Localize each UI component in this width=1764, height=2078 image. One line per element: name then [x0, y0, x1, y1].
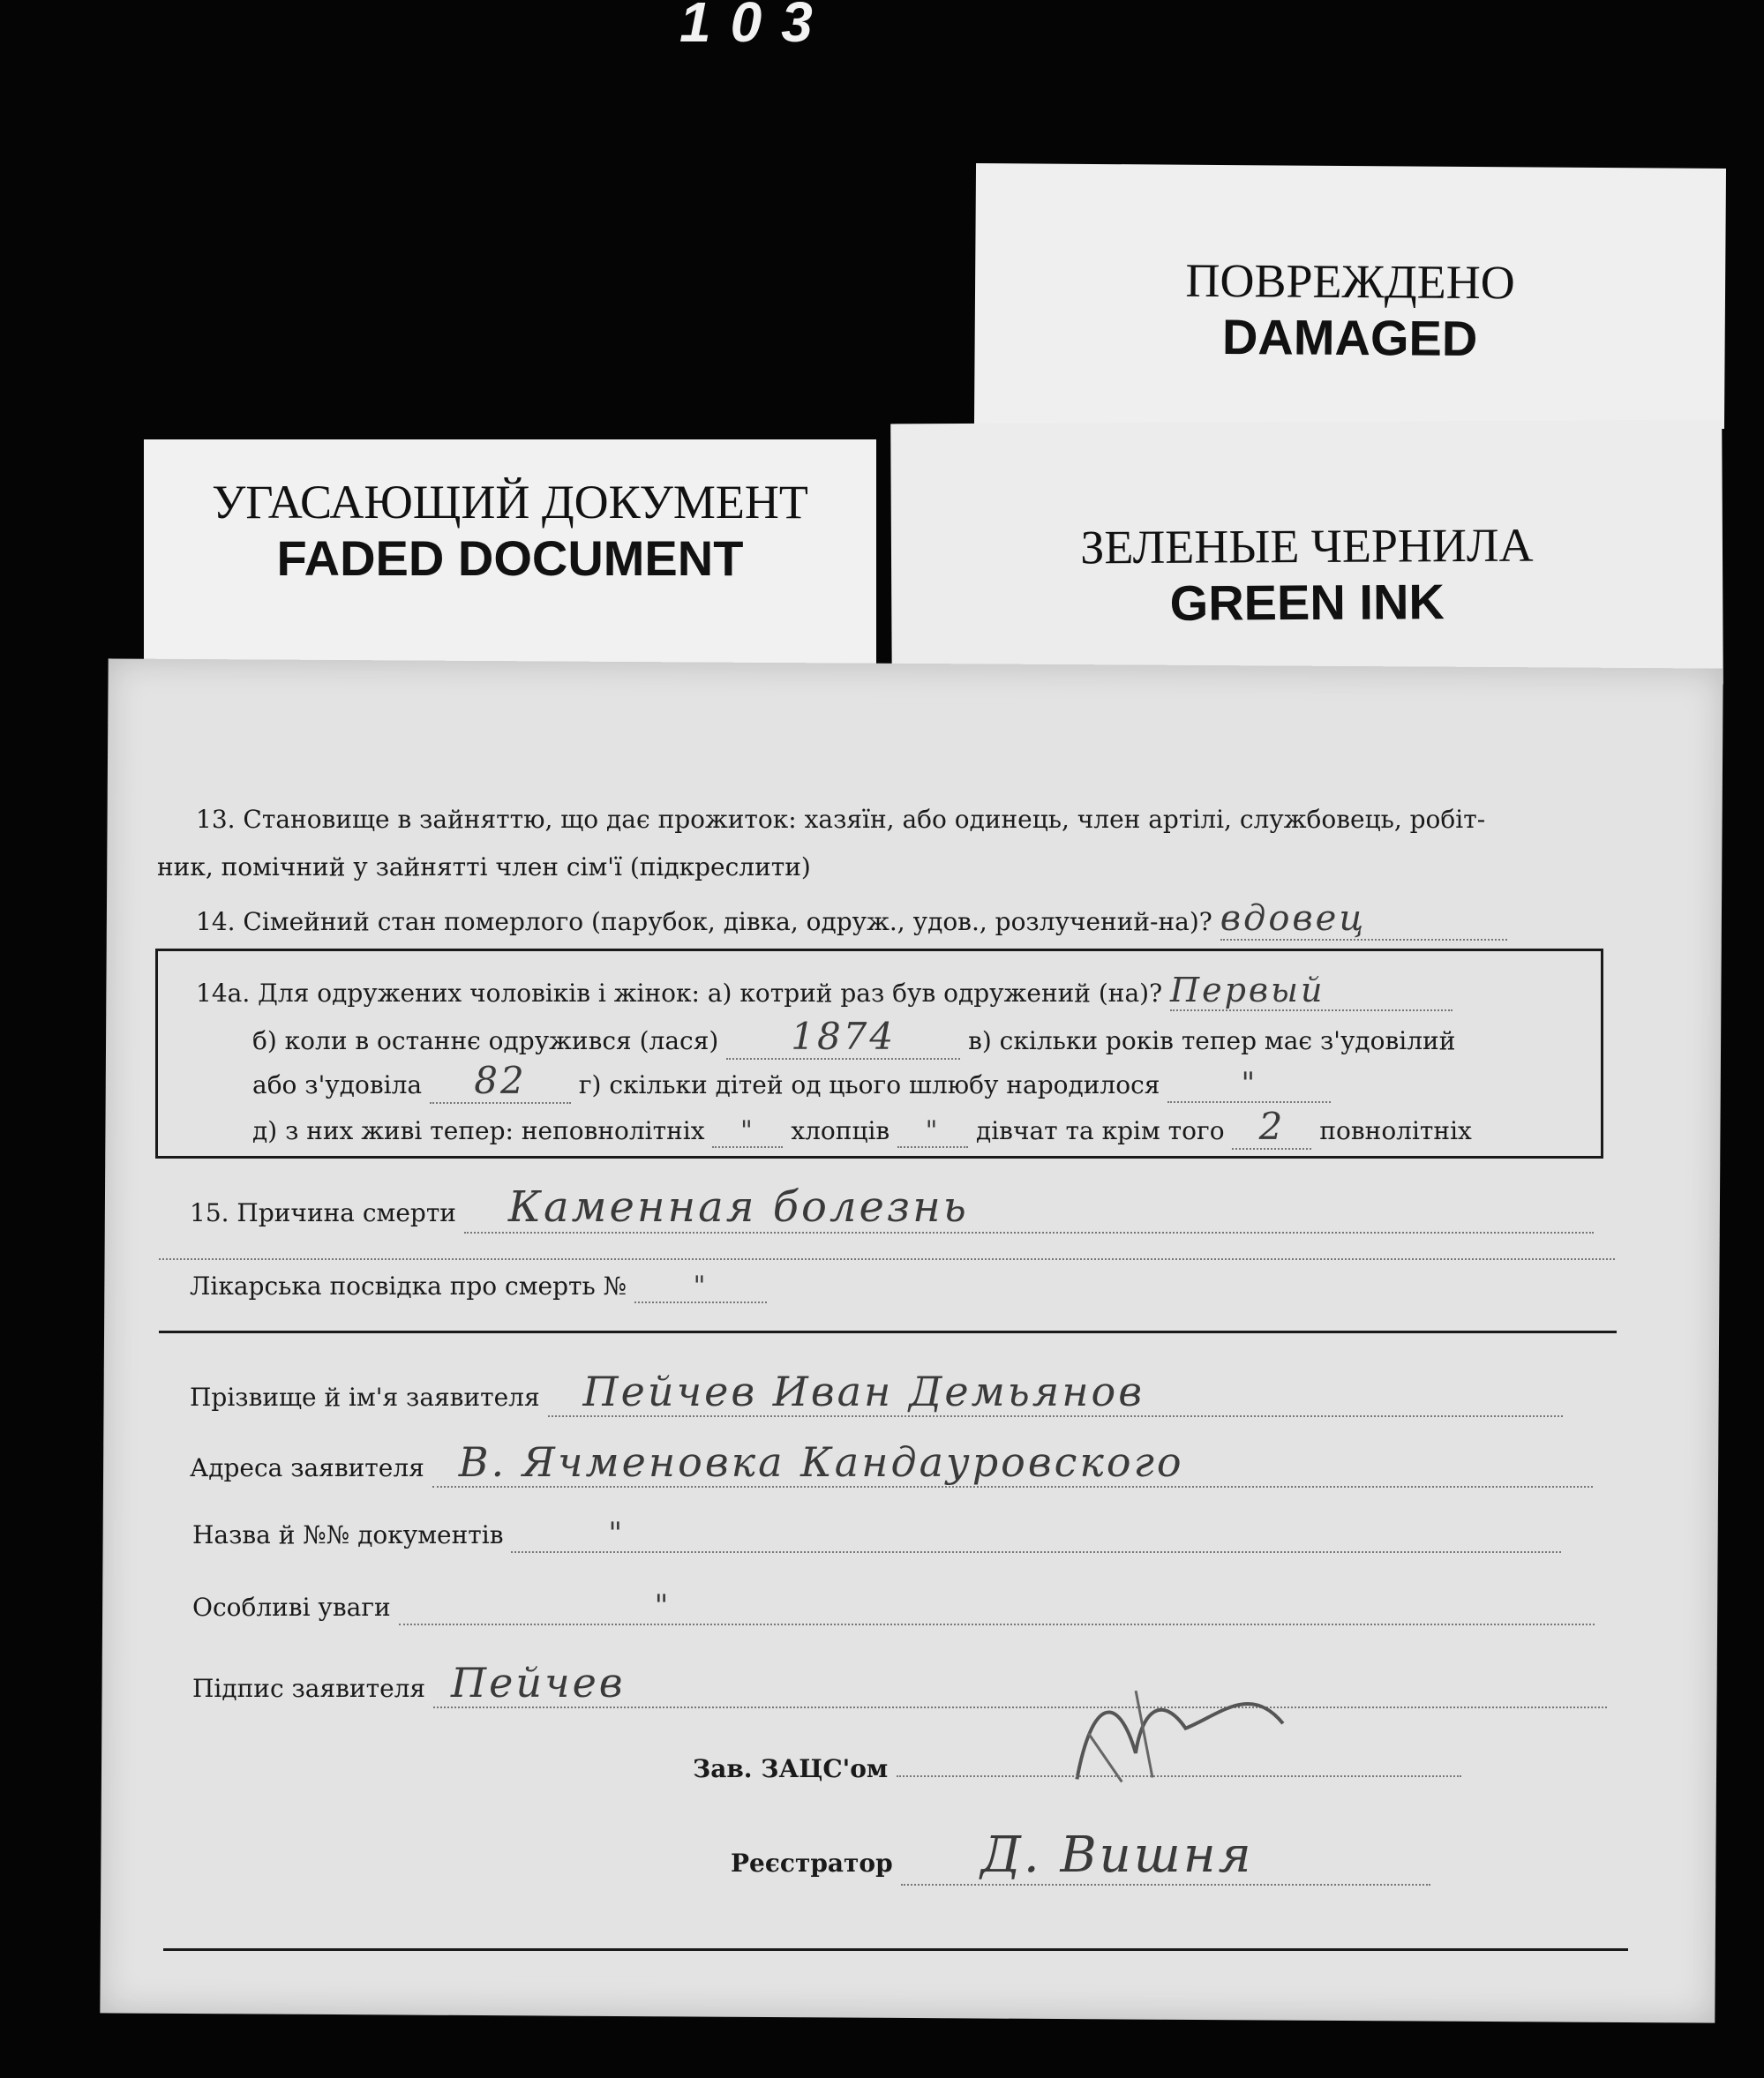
item14b-line: [726, 1015, 960, 1060]
item14b-value: 1874: [791, 1015, 897, 1058]
item15-value: Каменная болезнь: [507, 1182, 969, 1232]
page-number: 103: [679, 0, 832, 54]
item14v-label: в) скільки років тепер має з'удовілий: [968, 1026, 1456, 1055]
signature-line: [433, 1659, 1607, 1708]
item14g-value: ": [1241, 1066, 1258, 1101]
item14-line: [1220, 898, 1507, 941]
item14d-value3: 2: [1258, 1105, 1286, 1148]
medical-field: [190, 1271, 767, 1303]
applicant-address-label: Адреса заявителя: [190, 1453, 424, 1482]
item15-second-line: [159, 1237, 1615, 1266]
item14d-label4: повнолітніх: [1319, 1116, 1472, 1145]
item14v2-label: або з'удовіла: [252, 1070, 423, 1099]
item14v-field: [252, 1059, 1331, 1104]
item13-line2: ник, помічний у зайнятті член сім'ї (підкреслити): [157, 852, 811, 881]
item14a-line: [1170, 971, 1452, 1011]
head-label: Зав. ЗАЦС'ом: [693, 1754, 889, 1783]
item14d-value2: ": [925, 1115, 941, 1146]
signature-value: Пейчев: [451, 1659, 626, 1707]
item14-field: [196, 898, 1507, 941]
bottom-rule: [163, 1948, 1628, 1951]
applicant-name-value: Пейчев Иван Демьянов: [582, 1368, 1145, 1415]
item14a-field: [196, 971, 1452, 1011]
item14a-value: Первый: [1169, 971, 1325, 1009]
documents-field: [192, 1516, 1561, 1553]
green-ink-card: [890, 420, 1723, 689]
item15-label: 15. Причина смерти: [190, 1198, 456, 1227]
item14b-label: б) коли в останнє одружився (лася): [252, 1026, 719, 1055]
item14d-label3: дівчат та крім того: [975, 1116, 1225, 1145]
item14d-label2: хлопців: [791, 1116, 890, 1145]
item14d-line3: [1232, 1105, 1311, 1150]
notes-field: [192, 1588, 1595, 1625]
item14v-line: [430, 1059, 571, 1104]
damaged-card-ru: ПОВРЕЖДЕНО: [1185, 253, 1515, 310]
registrar-signature: Д. Вишня: [980, 1827, 1254, 1884]
item15-extra-dots: [159, 1241, 1615, 1260]
damaged-card-en: DAMAGED: [1221, 308, 1478, 367]
documents-line: [511, 1516, 1561, 1553]
documents-value: ": [608, 1516, 626, 1551]
item14d-field: [252, 1105, 1472, 1150]
item15-field: [190, 1182, 1594, 1234]
item14d-value1: ": [740, 1115, 755, 1146]
item14d-line1: [712, 1115, 783, 1148]
faded-card-en: FADED DOCUMENT: [276, 530, 744, 586]
signature-label: Підпис заявителя: [192, 1674, 426, 1703]
medical-line: [634, 1271, 767, 1303]
head-line: [897, 1775, 1461, 1777]
applicant-name-field: [190, 1368, 1563, 1417]
item14g-line: [1167, 1066, 1331, 1103]
notes-line: [399, 1588, 1595, 1625]
medical-label: Лікарська посвідка про смерть №: [190, 1272, 627, 1301]
item14a-label: 14а. Для одружених чоловіків і жінок: а) котрий раз був одружений (на)?: [196, 979, 1163, 1008]
registrar-field: [731, 1827, 1430, 1886]
applicant-address-field: [190, 1438, 1593, 1488]
item14g-label: г) скільки дітей од цього шлюбу народилося: [578, 1070, 1160, 1099]
divider-line: [159, 1331, 1617, 1333]
item14b-field: [252, 1015, 1455, 1060]
item14d-label1: д) з них живі тепер: неповнолітніх: [252, 1116, 705, 1145]
green-ink-card-en: GREEN INK: [1169, 574, 1445, 631]
faded-card-ru: УГАСАЮЩИЙ ДОКУМЕНТ: [212, 476, 808, 529]
registrar-line: [901, 1827, 1430, 1886]
item14v-value: 82: [474, 1059, 527, 1102]
item14-label: 14. Сімейний стан померлого (парубок, дівка, одруж., удов., розлучений-на)?: [196, 907, 1212, 936]
head-field: [693, 1754, 1461, 1783]
applicant-name-line: [548, 1368, 1563, 1417]
registrar-label: Реєстратор: [731, 1849, 893, 1878]
item14-value: вдовец: [1220, 898, 1367, 939]
notes-value: ": [654, 1588, 672, 1624]
applicant-name-label: Прізвище й ім'я заявителя: [190, 1383, 540, 1412]
notes-label: Особливі уваги: [192, 1593, 391, 1622]
green-ink-card-ru: ЗЕЛЕНЫЕ ЧЕРНИЛА: [1080, 518, 1534, 574]
item13-line1: 13. Становище в зайняттю, що дає прожиток: хазяїн, або одинець, член артілі, службовець, робіт-: [196, 805, 1486, 834]
applicant-address-line: [432, 1438, 1593, 1488]
faded-document-card: [144, 439, 876, 688]
medical-value: ": [693, 1271, 709, 1302]
applicant-address-value: В. Ячменовка Кандауровского: [458, 1438, 1184, 1486]
item15-line: [464, 1182, 1594, 1234]
item14d-line2: [897, 1115, 968, 1148]
signature-field: [192, 1659, 1607, 1708]
damaged-card: [974, 163, 1726, 429]
documents-label: Назва й №№ документів: [192, 1520, 504, 1549]
